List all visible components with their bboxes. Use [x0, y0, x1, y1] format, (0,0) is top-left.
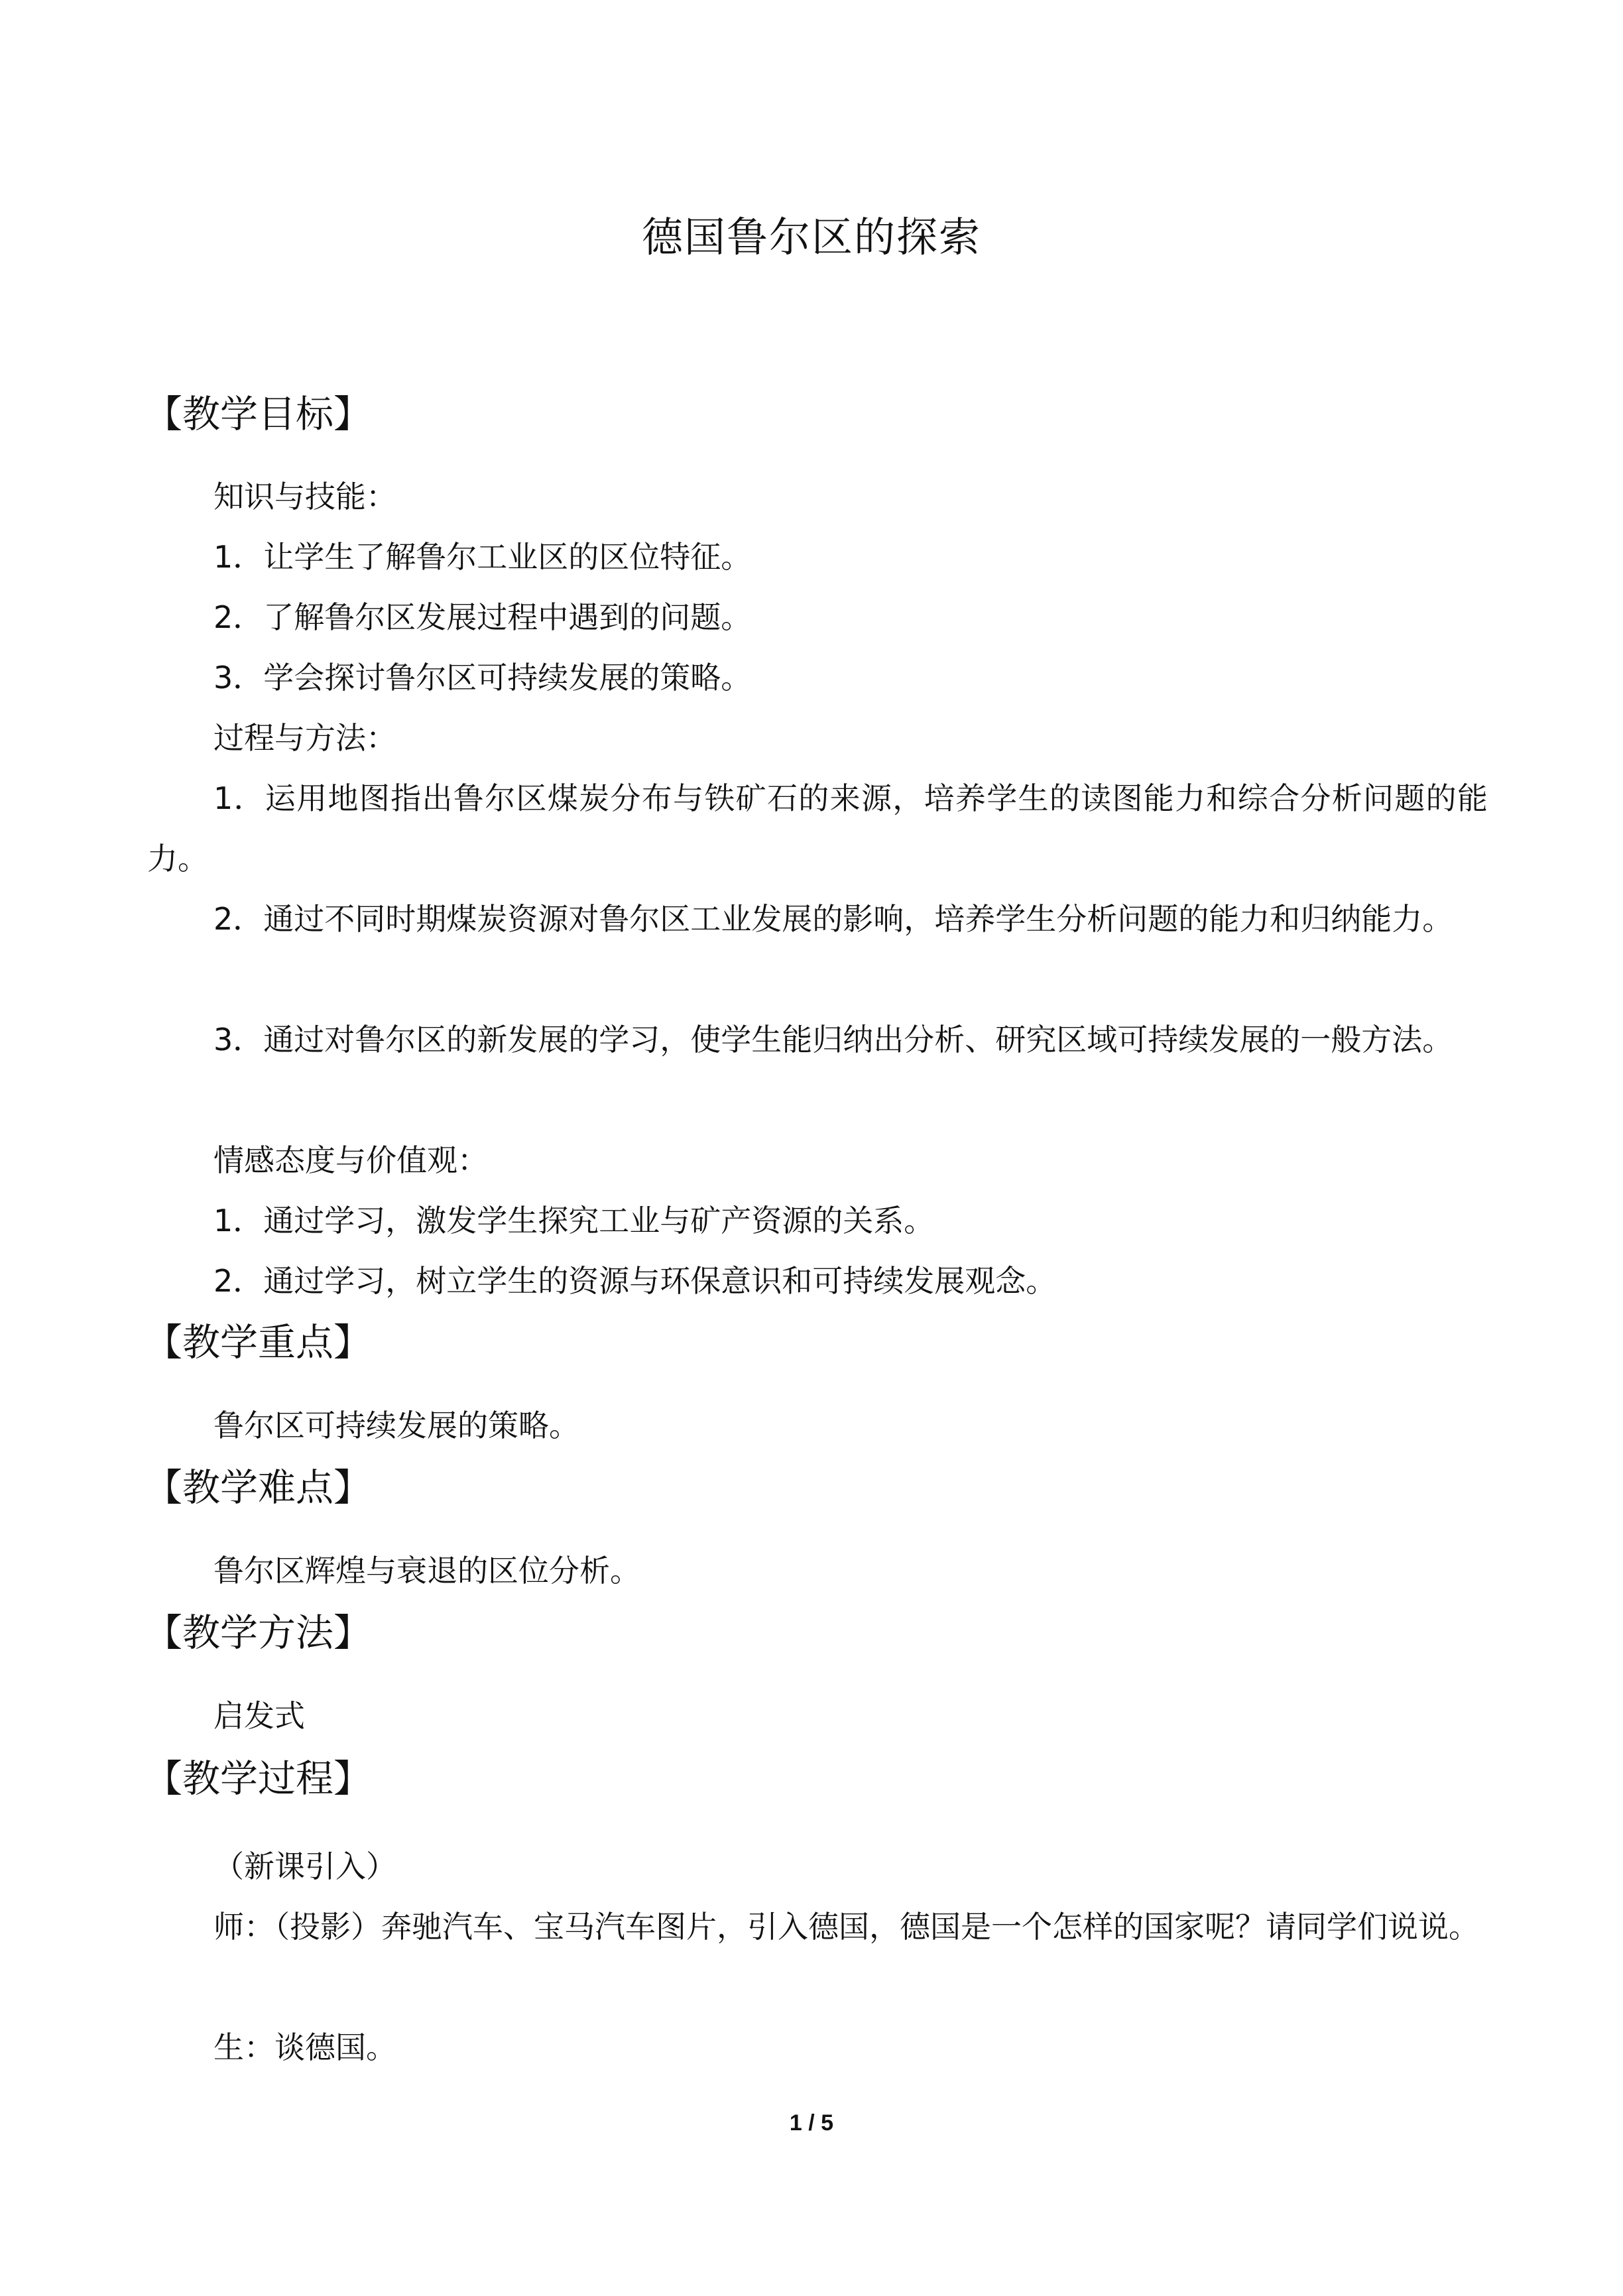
attitude-item: 1．通过学习，激发学生探究工业与矿产资源的关系。	[213, 1203, 935, 1239]
knowledge-item: 3．学会探讨鲁尔区可持续发展的策略。	[213, 660, 752, 695]
student-line: 生：谈德国。	[213, 2029, 396, 2065]
attitude-item: 2．通过学习，树立学生的资源与环保意识和可持续发展观念。	[213, 1263, 1057, 1299]
heading-objectives: 【教学目标】	[145, 393, 371, 436]
knowledge-label: 知识与技能：	[213, 479, 396, 514]
heading-process: 【教学过程】	[145, 1757, 371, 1801]
process-item: 3．通过对鲁尔区的新发展的学习，使学生能归纳出分析、研究区域可持续发展的一般方法。	[213, 1022, 1453, 1057]
teacher-line: 师：（投影）奔驰汽车、宝马汽车图片，引入德国，德国是一个怎样的国家呢？请同学们说说。	[213, 1909, 1479, 1945]
process-intro: （新课引入）	[213, 1848, 396, 1884]
key-points-text: 鲁尔区可持续发展的策略。	[213, 1408, 579, 1443]
difficulties-text: 鲁尔区辉煌与衰退的区位分析。	[213, 1553, 640, 1589]
process-label: 过程与方法：	[213, 720, 396, 756]
page-title: 德国鲁尔区的探索	[641, 213, 981, 261]
process-item: 1．运用地图指出鲁尔区煤炭分布与铁矿石的来源，培养学生的读图能力和综合分析问题的能力。	[147, 780, 1488, 876]
page-number: 1 / 5	[789, 2110, 834, 2136]
process-item: 2．通过不同时期煤炭资源对鲁尔区工业发展的影响，培养学生分析问题的能力和归纳能力。	[213, 901, 1453, 937]
heading-key-points: 【教学重点】	[145, 1321, 371, 1364]
attitude-label: 情感态度与价值观：	[213, 1142, 488, 1178]
methods-text: 启发式	[213, 1698, 305, 1734]
knowledge-item: 2．了解鲁尔区发展过程中遇到的问题。	[213, 599, 752, 635]
heading-difficulties: 【教学难点】	[145, 1466, 371, 1510]
knowledge-item: 1．让学生了解鲁尔工业区的区位特征。	[213, 539, 752, 575]
heading-methods: 【教学方法】	[145, 1611, 371, 1655]
